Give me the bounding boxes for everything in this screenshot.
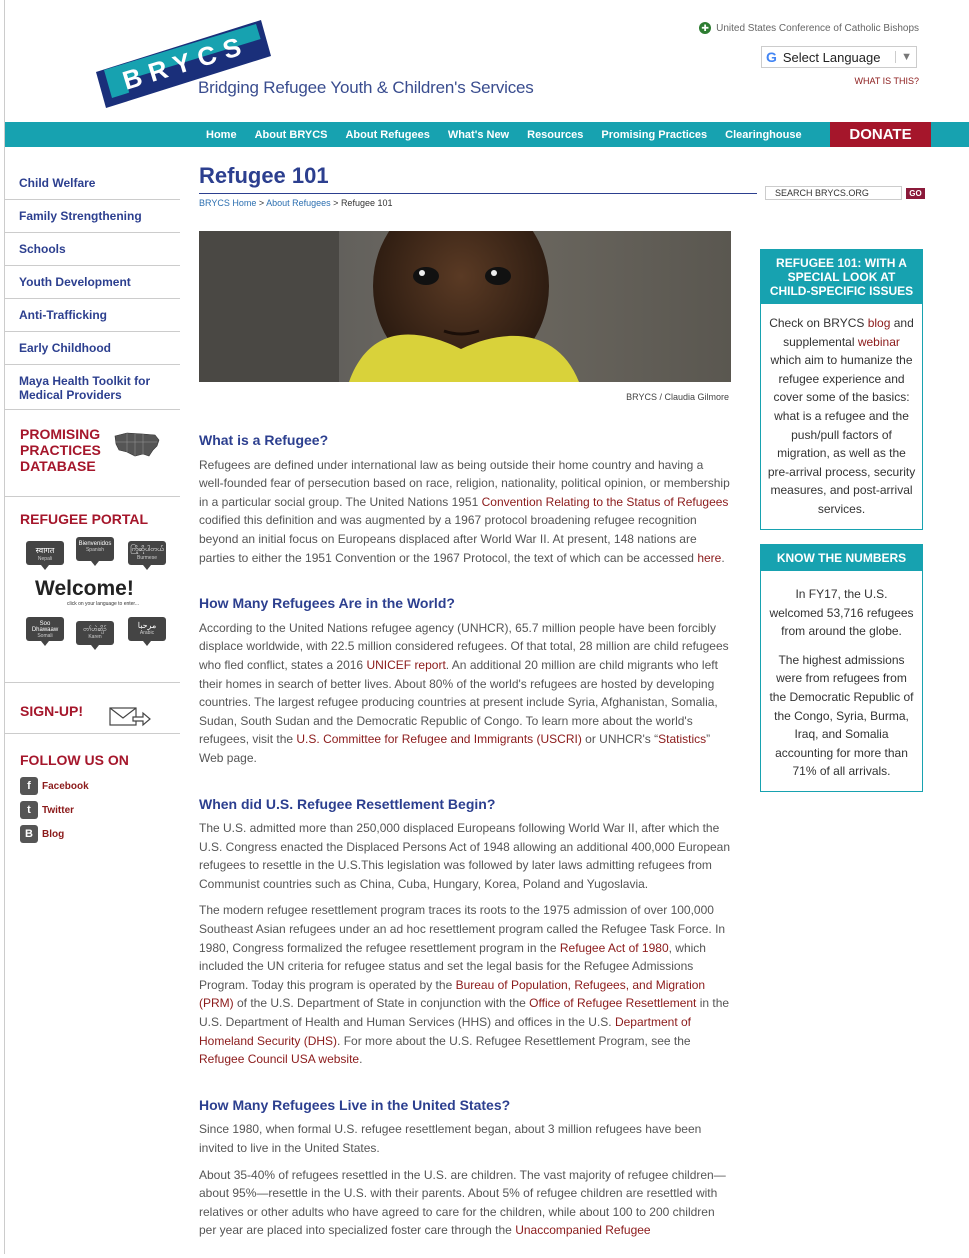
breadcrumb: BRYCS Home > About Refugees > Refugee 101 xyxy=(199,198,393,208)
article-section xyxy=(199,585,731,767)
section-heading: What is a Refugee? xyxy=(199,432,329,448)
section-2-p1-link-0[interactable]: Refugee Act of 1980 xyxy=(559,940,669,955)
portal-bubble-arabic[interactable]: مرحبا Arabic xyxy=(128,617,166,641)
title-divider xyxy=(199,193,757,194)
social-facebook[interactable] xyxy=(20,777,89,795)
donate-button[interactable]: DONATE xyxy=(830,122,931,147)
section-paragraph: The U.S. admitted more than 250,000 displaced Europeans following World War II, after which the U.S. Congress enacted the Displaced Persons Act of 1948 allowing an additional 400,000 European refugees to resettle in the U.S.This legislation was followed by later laws admitting refugees from Communist countries such as China, Cuba, Hungary, Korea, Poland and Yugoslavia. xyxy=(199,821,731,891)
nav-item-clearinghouse[interactable]: Clearinghouse xyxy=(725,128,802,141)
facebook-icon: f xyxy=(20,777,38,795)
sidebar-item-maya-health-toolkit-for-medical-providers[interactable]: Maya Health Toolkit for Medical Providers xyxy=(5,365,180,410)
section-heading: How Many Refugees Are in the World? xyxy=(199,595,455,612)
portal-bubble-karen[interactable]: တၢ်ဟဲဆိုၣ် Karen xyxy=(76,621,114,645)
main-nav xyxy=(5,122,969,147)
nav-item-about-brycs[interactable]: About BRYCS xyxy=(254,128,328,141)
sidebar-item-child-welfare[interactable]: Child Welfare xyxy=(5,167,180,200)
follow-us-title: FOLLOW US ON xyxy=(20,752,129,768)
hero-photo xyxy=(199,231,731,382)
usccb-link[interactable] xyxy=(699,22,919,34)
article-section xyxy=(199,786,731,1069)
know-the-numbers-box xyxy=(760,544,923,792)
signup-label: SIGN-UP! xyxy=(20,703,83,719)
search-go-button[interactable]: GO xyxy=(906,188,925,199)
refugee-101-box xyxy=(760,249,923,530)
refugee-portal[interactable] xyxy=(5,497,180,683)
section-2-p1-link-4[interactable]: Refugee Council USA website xyxy=(199,1052,360,1067)
sidebar xyxy=(5,167,180,884)
search-input[interactable]: SEARCH BRYCS.ORG xyxy=(765,186,902,200)
usccb-cross-icon: ✚ xyxy=(699,22,711,34)
refugee-101-box-title: REFUGEE 101: WITH A SPECIAL LOOK AT CHILD-SPECIFIC ISSUES xyxy=(761,250,922,304)
brycs-logo[interactable] xyxy=(96,20,271,117)
page-title: Refugee 101 xyxy=(199,163,329,188)
social-twitter[interactable] xyxy=(20,801,74,819)
promising-practices-label: PROMISING PRACTICES DATABASE xyxy=(20,426,101,474)
signup-banner[interactable] xyxy=(5,683,180,734)
follow-us xyxy=(5,734,180,884)
nav-item-resources[interactable]: Resources xyxy=(527,128,584,141)
sidebar-item-early-childhood[interactable]: Early Childhood xyxy=(5,332,180,365)
know-the-numbers-body xyxy=(761,571,922,791)
know-the-numbers-p1: In FY17, the U.S. welcomed 53,716 refugees from around the globe. xyxy=(769,587,914,639)
google-icon: G xyxy=(766,49,777,65)
svg-text:BRYCS: BRYCS xyxy=(118,29,253,96)
breadcrumb-about-refugees[interactable]: About Refugees xyxy=(266,198,331,208)
section-0-p0-link-0[interactable]: Convention Relating to the Status of Refugees xyxy=(481,494,729,509)
section-paragraph: The modern refugee resettlement program traces its roots to the 1975 admission of over 100,000 Southeast Asian refugees under an ad hoc resettlement program called the Refugee Task Force. In 1980, Congress formalized the refugee resettlement program in the Refugee Act of 1980, which included the UN criteria for refugee status and set the legal basis for the Refugee Admissions Program. Today this program is operated by the Bureau of Population, Refugees, and Migration (PRM) of the U.S. Department of State in conjunction with the Office of Refugee Resettlement in the U.S. Department of Health and Human Services (HHS) and offices in the U.S. Department of Homeland Security (DHS). For more about the U.S. Refugee Resettlement Program, see the Refugee Council USA website. xyxy=(199,903,730,1067)
section-2-p1-link-2[interactable]: Office of Refugee Resettlement xyxy=(529,996,697,1011)
article-section xyxy=(199,422,731,567)
section-1-p0-link-2[interactable]: Statistics xyxy=(658,732,707,747)
portal-welcome-sub: click on your language to enter... xyxy=(67,601,139,607)
site-tagline: Bridging Refugee Youth & Children's Services xyxy=(198,78,534,97)
social-blog[interactable] xyxy=(20,825,64,843)
language-select[interactable] xyxy=(761,46,917,68)
refugee-portal-title: REFUGEE PORTAL xyxy=(20,511,149,527)
section-paragraph: About 35-40% of refugees resettled in the U.S. are children. The vast majority of refugee children—about 95%—resettle in the U.S. with their parents. About 5% of refugee children are resettled with relatives or other adults who have agreed to care for the children, while about 100 to 200 children per year are placed into specialized foster care through the Unaccompanied Refugee xyxy=(199,1167,726,1238)
sidebar-item-youth-development[interactable]: Youth Development xyxy=(5,266,180,299)
portal-bubble-nepali[interactable]: स्वागत Nepali xyxy=(26,541,64,565)
article-section xyxy=(199,1087,731,1240)
nav-item-home[interactable]: Home xyxy=(206,128,237,141)
photo-credit: BRYCS / Claudia Gilmore xyxy=(626,392,729,402)
envelope-arrow-icon xyxy=(109,705,151,727)
refugee-101-box-link-1[interactable]: webinar xyxy=(857,334,900,349)
section-1-p0-link-1[interactable]: U.S. Committee for Refugee and Immigrants (USCRI) xyxy=(296,732,582,747)
section-heading: When did U.S. Refugee Resettlement Begin? xyxy=(199,795,496,812)
refugee-101-box-link-0[interactable]: blog xyxy=(867,316,891,330)
social-blog-label: Blog xyxy=(42,828,65,840)
sidebar-item-schools[interactable]: Schools xyxy=(5,233,180,266)
language-select-label: Select Language xyxy=(782,49,881,65)
portal-bubble-spanish[interactable]: Bienvenidos Spanish xyxy=(76,537,114,561)
usccb-label: United States Conference of Catholic Bishops xyxy=(716,22,919,34)
article-content xyxy=(199,422,731,1258)
section-0-p0-link-1[interactable]: here xyxy=(697,550,722,565)
breadcrumb-current: Refugee 101 xyxy=(340,198,393,208)
know-the-numbers-title: KNOW THE NUMBERS xyxy=(761,545,922,571)
portal-welcome: Welcome! xyxy=(35,577,134,600)
nav-item-what-s-new[interactable]: What's New xyxy=(447,128,510,141)
section-1-p0-link-0[interactable]: UNICEF report xyxy=(366,657,446,672)
dropdown-arrow-icon: ▼ xyxy=(895,51,912,63)
what-is-this-link[interactable]: WHAT IS THIS? xyxy=(854,76,919,86)
section-paragraph: Since 1980, when formal U.S. refugee resettlement began, about 3 million refugees have been invited to live in the United States. xyxy=(199,1122,702,1155)
twitter-icon: t xyxy=(20,801,38,819)
portal-bubble-somali[interactable]: Soo Dhawaaw Somali xyxy=(26,617,64,641)
nav-item-promising-practices[interactable]: Promising Practices xyxy=(601,128,708,141)
social-facebook-label: Facebook xyxy=(42,780,89,792)
promising-practices-banner[interactable] xyxy=(5,410,180,497)
section-paragraph: According to the United Nations refugee agency (UNHCR), 65.7 million people have been forcibly displace worldwide, with 22.5 million considered refugees. Of that total, 28 million are child refugees who fled conflict, states a 2016 UNICEF report. An additional 20 million are child migrants who left their homes in search of better lives. About 80% of the world's refugees are hosted by developing countries. The largest refugee producing countries at present include Syria, Afghanistan, Somalia, Sudan, South Sudan and the Democratic Republic of Congo. To learn more about the world's refugees, visit the U.S. Committee for Refugee and Immigrants (USCRI) or UNHCR's “Statistics” Web page. xyxy=(199,620,729,765)
refugee-101-box-body: Check on BRYCS blog and supplemental webinar which aim to humanize the refugee experience and cover some of the basics: what is a refugee and the push/pull factors of migration, as well as the pre-arrival process, security measures, and post-arrival services. xyxy=(767,316,916,516)
breadcrumb-home[interactable]: BRYCS Home xyxy=(199,198,257,208)
us-map-icon xyxy=(113,430,161,462)
sidebar-item-family-strengthening[interactable]: Family Strengthening xyxy=(5,200,180,233)
know-the-numbers-p2: The highest admissions were from refugees from the Democratic Republic of the Congo, Syria, Burma, Iraq, and Somalia accounting for more than 71% of all arrivals. xyxy=(769,652,914,779)
sidebar-item-anti-trafficking[interactable]: Anti-Trafficking xyxy=(5,299,180,332)
section-3-p1-link-0[interactable]: Unaccompanied Refugee xyxy=(515,1223,651,1238)
social-twitter-label: Twitter xyxy=(42,804,75,816)
section-2-p1-link-1[interactable]: Bureau of Population, Refugees, and Migration (PRM) xyxy=(199,977,706,1011)
portal-bubble-burmese[interactable]: ကြိုဆိုပါတယ် Burmese xyxy=(128,541,166,565)
section-paragraph: Refugees are defined under international law as being outside their home country and having a well-founded fear of persecution based on race, religion, nationality, political opinion, or membership in a particular social group. The United Nations 1951 Convention Relating to the Status of Refugees codified this definition and was augmented by a 1967 protocol broadening refugee recognition beyond an initial focus on Europeans displaced after World War II. At present, 148 nations are parties to either the 1951 Convention or the 1967 Protocol, the text of which can be accessed here. xyxy=(199,457,730,565)
section-heading: How Many Refugees Live in the United States? xyxy=(199,1096,511,1113)
section-2-p1-link-3[interactable]: Department of Homeland Security (DHS) xyxy=(199,1015,692,1048)
blogger-icon: B xyxy=(20,825,38,843)
nav-item-about-refugees[interactable]: About Refugees xyxy=(345,128,430,141)
